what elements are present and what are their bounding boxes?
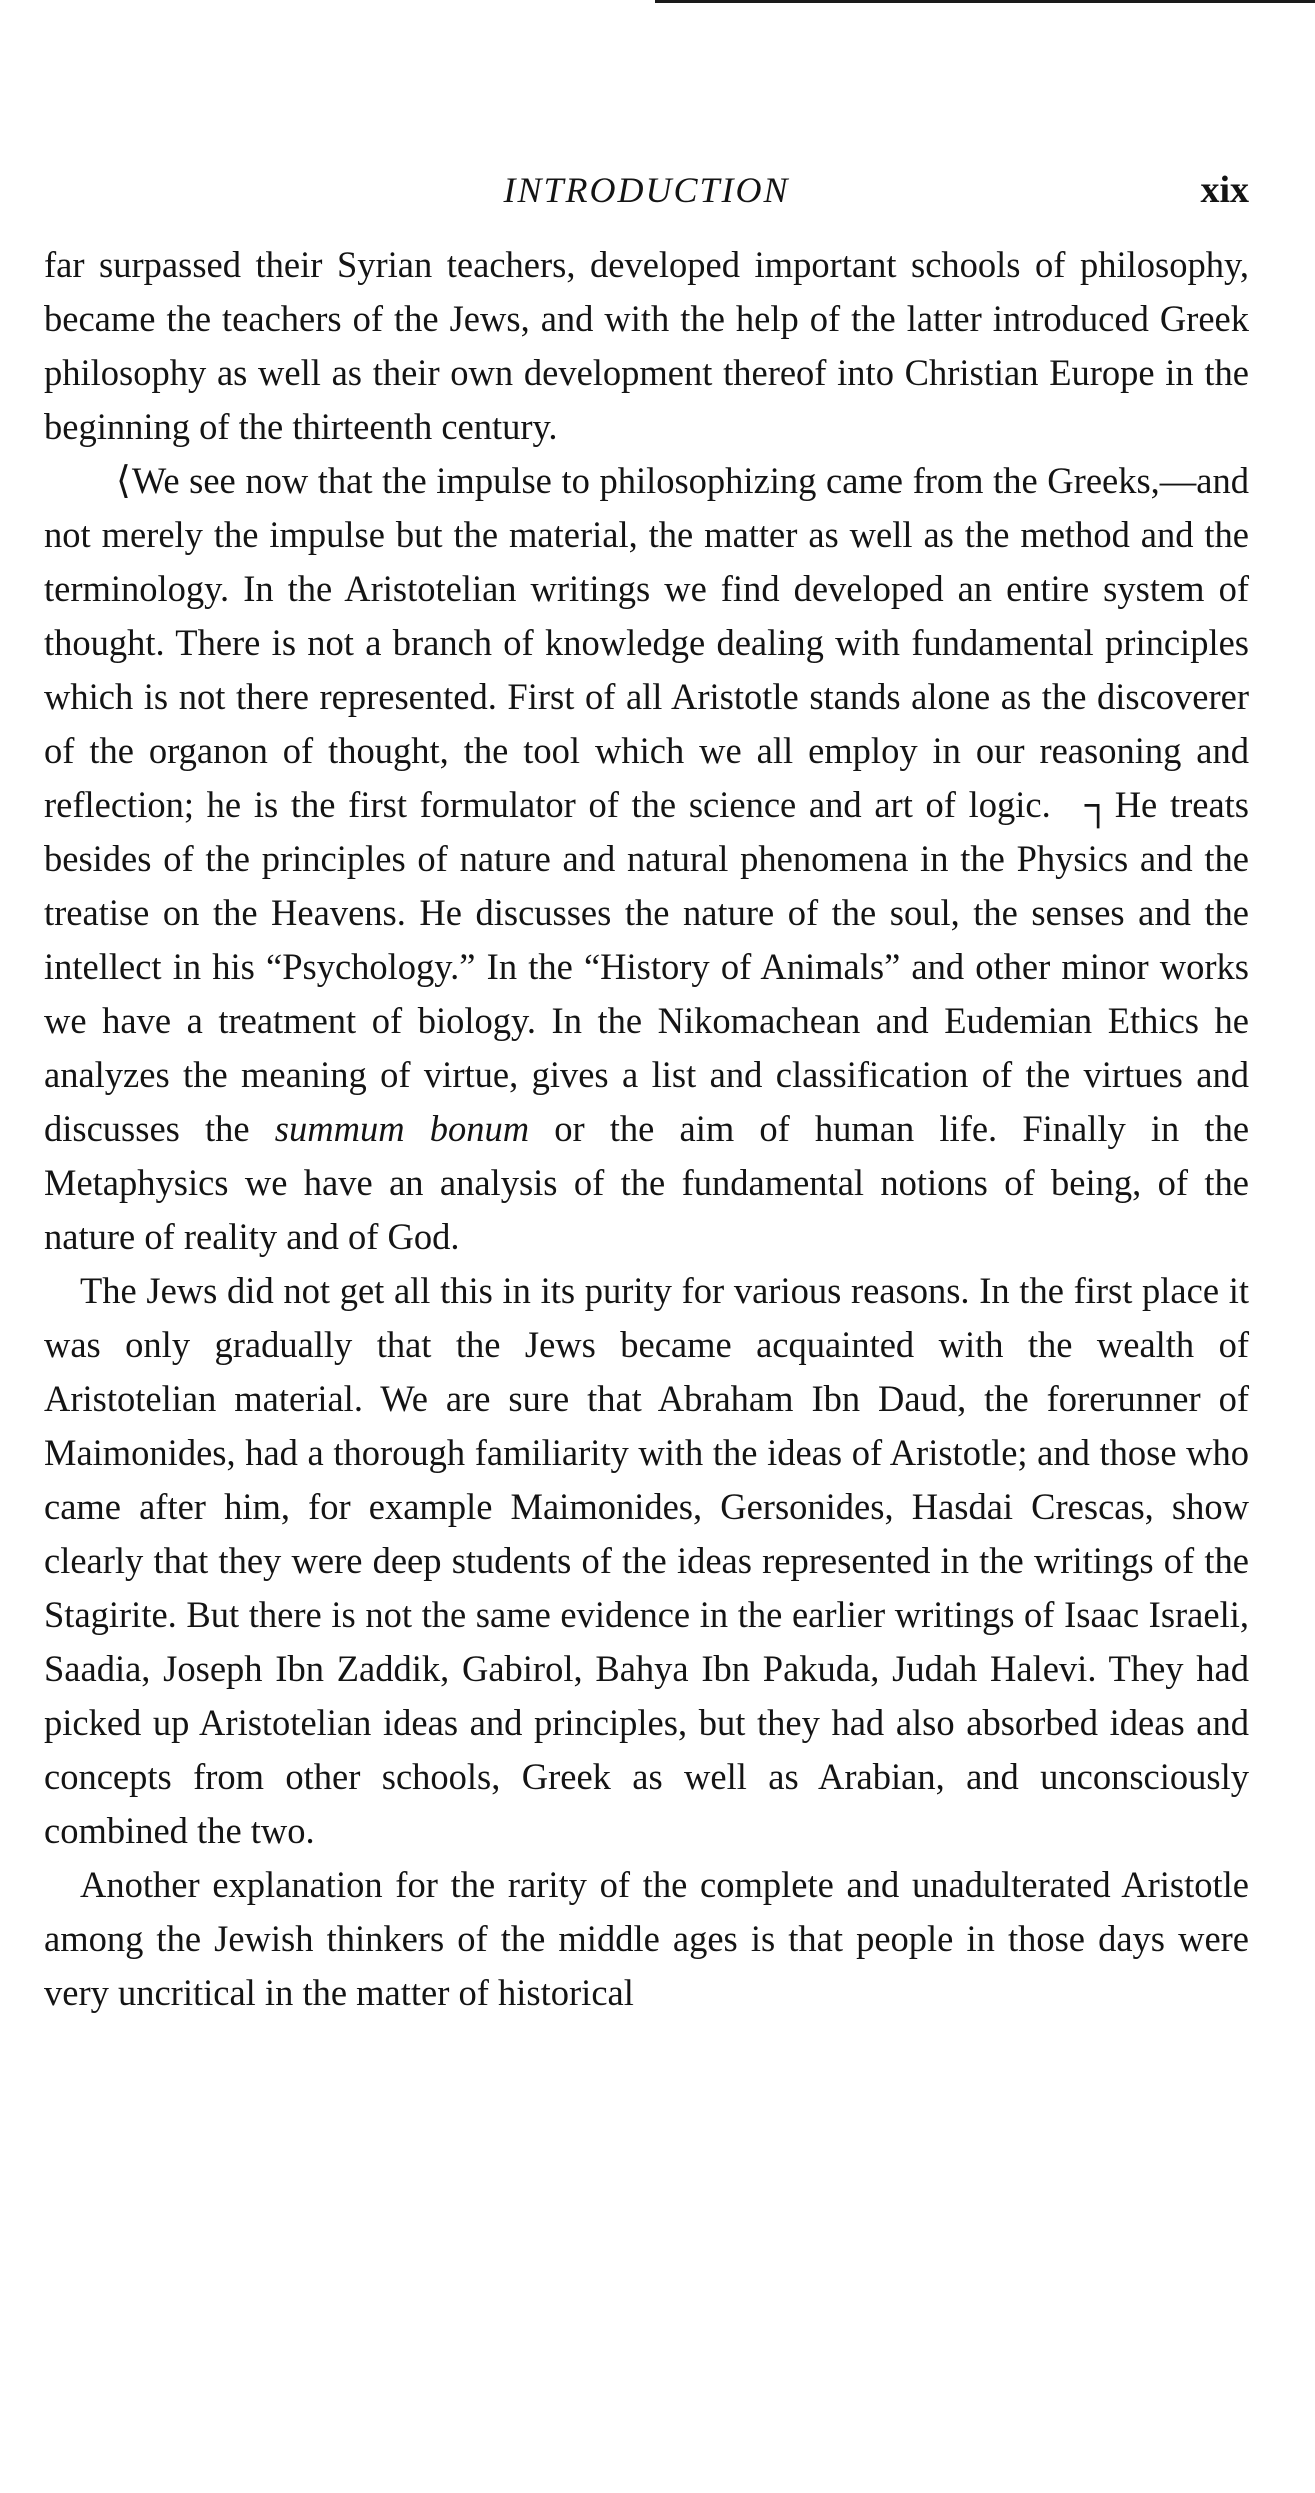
body-text (44, 238, 1249, 2020)
running-title: INTRODUCTION (503, 170, 790, 210)
running-head (44, 160, 1249, 220)
handwritten-open-bracket: ⟨ (116, 460, 131, 502)
page-number: xix (1200, 169, 1249, 211)
paragraph-2-part-1: We see now that the impulse to philosophizing came from the Greeks,—and not merely the impulse but the material, the matter as well as the method and the terminology. In the Aristotelian writings we find developed an entire system of thought. There is not a branch of knowledge dealing with fundamental principles which is not there represented. First of all Aristotle stands alone as the discoverer of the organon of thought, the tool which we all employ in our reasoning and reflection; he is the first formulator of the science and art of logic. (44, 460, 1249, 825)
paragraph-2 (44, 454, 1249, 1264)
book-page (44, 160, 1249, 2020)
paragraph-2-part-3: or the aim of human life. Finally in the Metaphysics we have an analysis of the fundamental notions of being, of the nature of reality and of God. (44, 1108, 1250, 1257)
summum-bonum-emphasis: summum bonum (274, 1108, 530, 1149)
handwritten-close-bracket: ┐ (1084, 784, 1112, 826)
paragraph-3: The Jews did not get all this in its purity for various reasons. In the first place it was only gradually that the Jews became acquainted with the wealth of Aristotelian material. We are sure that Abraham Ibn Daud, the forerunner of Maimonides, had a thorough familiarity with the ideas of Aristotle; and those who came after him, for example Maimonides, Gersonides, Hasdai Crescas, show clearly that they were deep students of the ideas represented in the writings of the Stagirite. But there is not the same evidence in the earlier writings of Isaac Israeli, Saadia, Joseph Ibn Zaddik, Gabirol, Bahya Ibn Pakuda, Judah Halevi. They had picked up Aristotelian ideas and principles, but they had also absorbed ideas and concepts from other schools, Greek as well as Arabian, and unconsciously combined the two. (44, 1270, 1249, 1851)
paragraph-1: far surpassed their Syrian teachers, developed important schools of philosophy, became the teachers of the Jews, and with the help of the latter introduced Greek philosophy as well as their own development thereof into Christian Europe in the beginning of the thirteenth century. (44, 244, 1249, 447)
paragraph-2-part-2: He treats besides of the principles of nature and natural phenomena in the Physics and the treatise on the Heavens. He discusses the nature of the soul, the senses and the intellect in his “Psychology.” In the “History of Animals” and other minor works we have a treatment of biology. In the Nikomachean and Eudemian Ethics he analyzes the meaning of virtue, gives a list and classification of the virtues and discusses the (44, 784, 1249, 1149)
top-edge-rule (655, 0, 1315, 3)
paragraph-4: Another explanation for the rarity of the complete and unadulterated Aristotle among the Jewish thinkers of the middle ages is that people in those days were very uncritical in the matter of historical (44, 1864, 1249, 2013)
